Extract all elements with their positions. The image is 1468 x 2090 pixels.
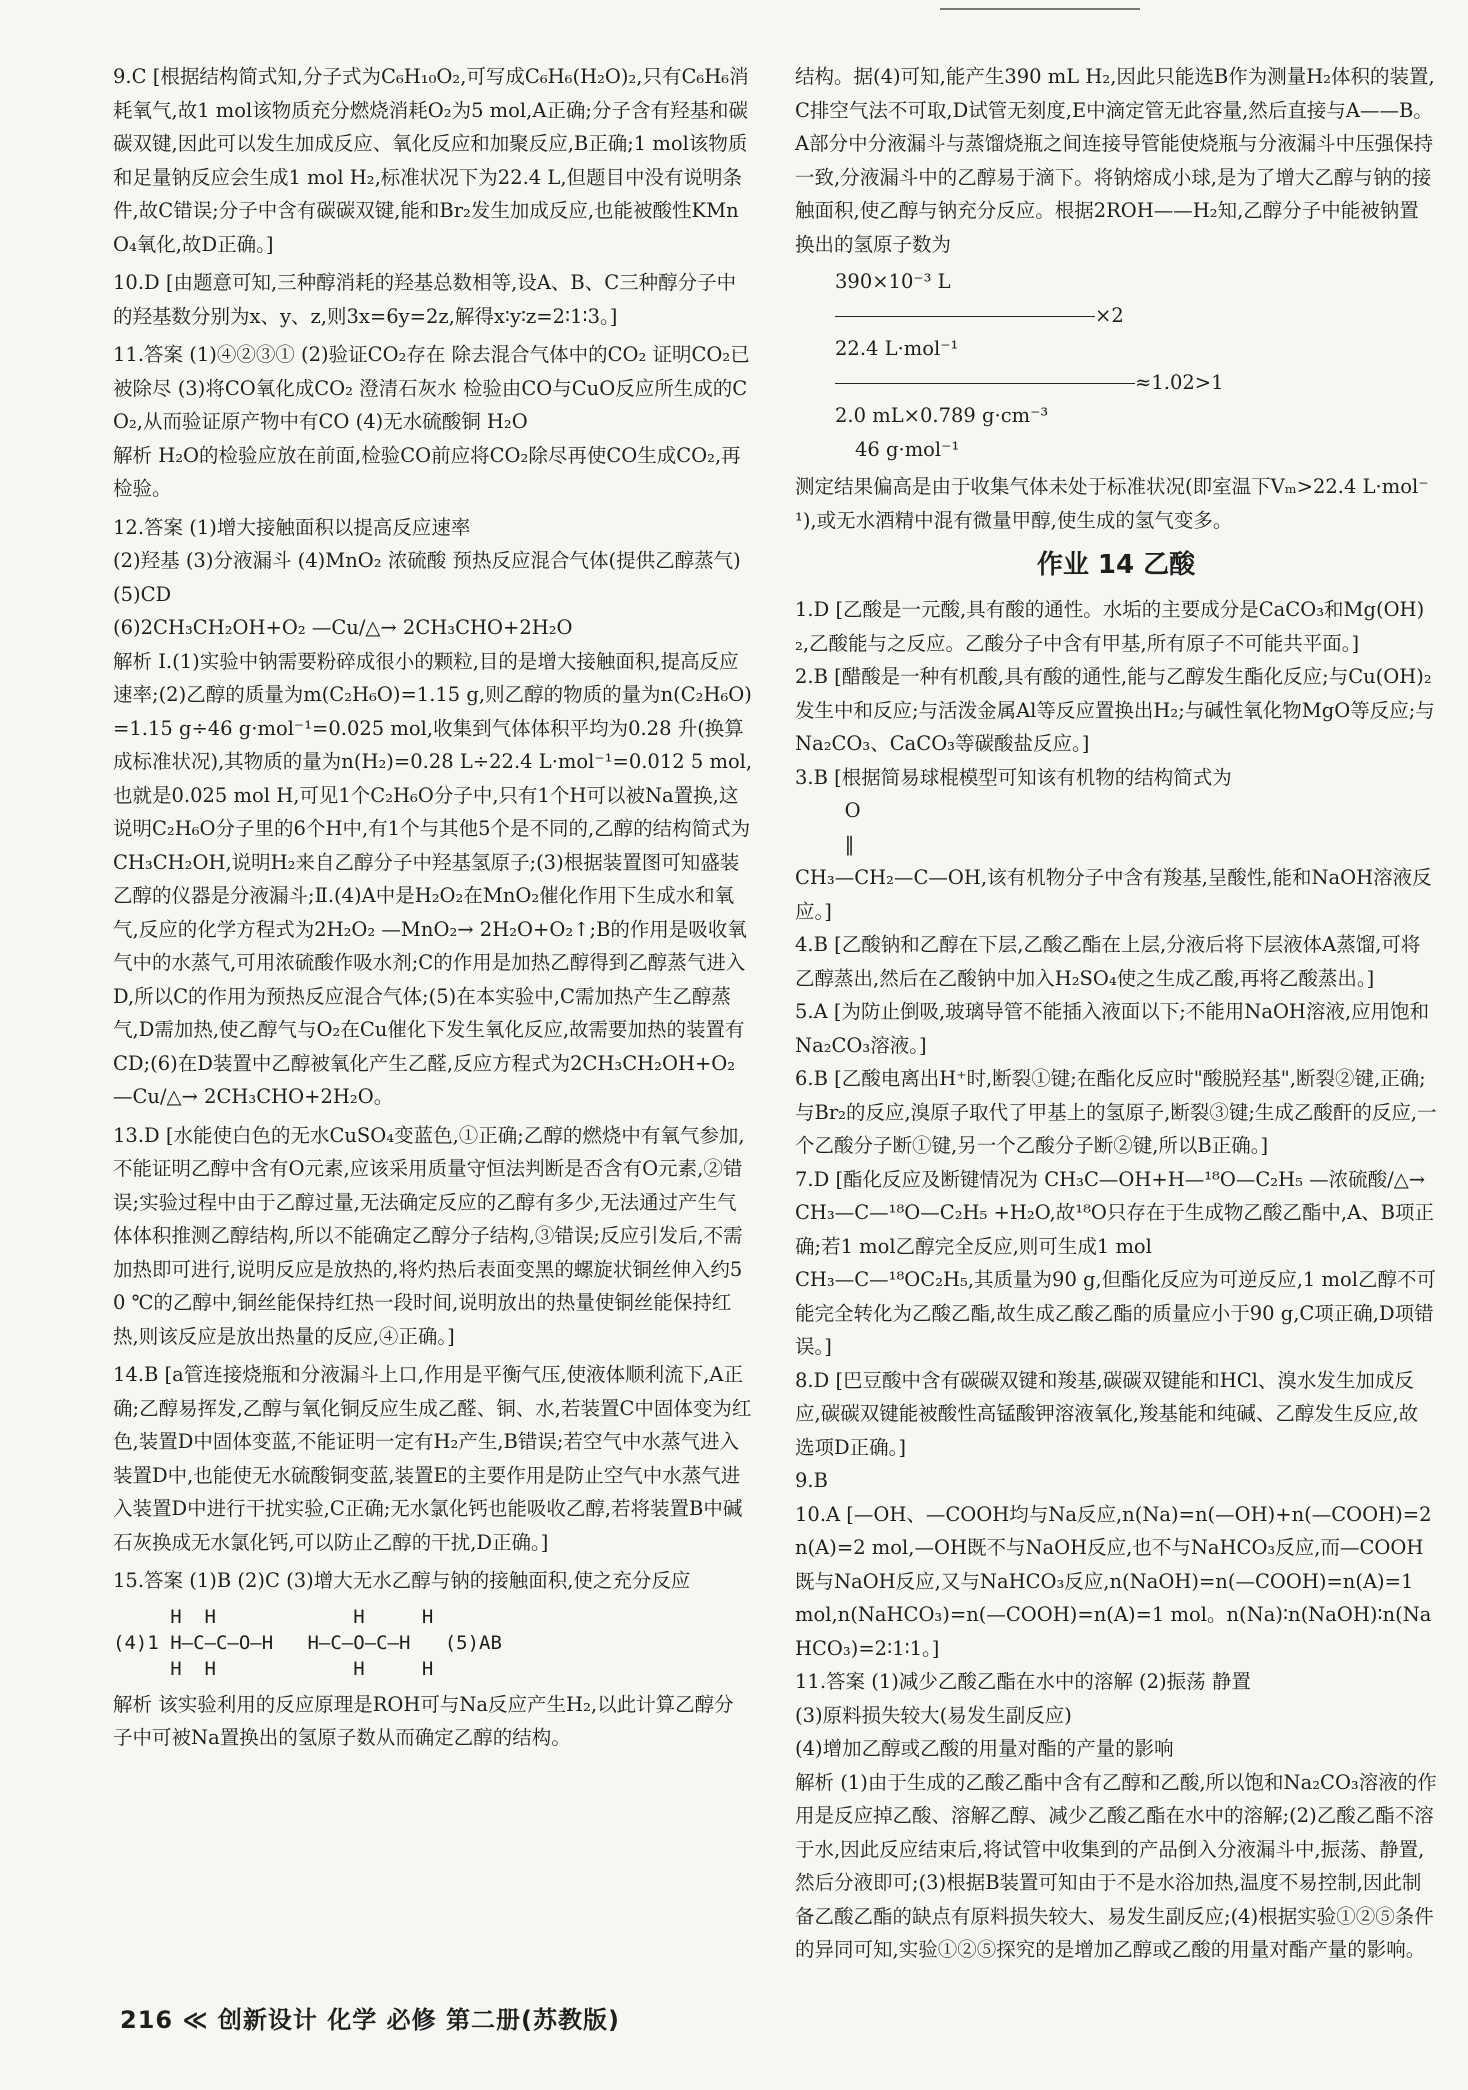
answer-10: 10.D [由题意可知,三种醇消耗的羟基总数相等,设A、B、C三种醇分子中的羟基数分别为x、y、z,则3x=6y=2z,解得x∶y∶z=2∶1∶3。] <box>113 271 737 328</box>
hw14-answer-2: 2.B [醋酸是一种有机酸,具有酸的通性,能与乙醇发生酯化反应;与Cu(OH)₂发生中和反应;与活泼金属Al等反应置换出H₂;与碱性氧化物MgO等反应;与Na₂CO₃、CaCO₃等碳酸盐反应。] <box>795 665 1435 755</box>
hw14-answer-6: 6.B [乙酸电离出H⁺时,断裂①键;在酯化反应时"酸脱羟基",断裂②键,正确;与Br₂的反应,溴原子取代了甲基上的氢原子,断裂③键;生成乙酸酐的反应,一个乙酸分子断①键,另一个乙酸分子断②键,所以B正确。] <box>795 1067 1437 1157</box>
hw14-answer-9: 9.B <box>795 1469 828 1492</box>
structural-formulas: H H H H (4)1 H—C—C—O—H H—C—O—C—H (5)AB H H H H <box>113 1605 502 1680</box>
answer-12: 12.答案 (1)增大接触面积以提高反应速率 (2)羟基 (3)分液漏斗 (4)MnO₂ 浓硫酸 预热反应混合气体(提供乙醇蒸气) (5)CD (6)2CH₃CH₂OH+O₂ —Cu/△→ 2CH₃CHO+2H₂O 解析 Ⅰ.(1)实验中钠需要粉碎成很小的颗粒,目的是增大接触面积,提高反应速率;(2)乙醇的质量为m(C₂H₆O)=1.15 g,则乙醇的物质的量为n(C₂H₆O)=1.15 g÷46 g·mol⁻¹=0.025 mol,收集到气体体积平均为0.28 升(换算成标准状况),其物质的量为n(H₂)=0.28 L÷22.4 L·mol⁻¹=0.012 5 mol,也就是0.025 mol H,可见1个C₂H₆O分子中,只有1个H可以被Na置换,这说明C₂H₆O分子里的6个H中,有1个与其他5个是不同的,乙醇的结构简式为CH₃CH₂OH,说明H₂来自乙醇分子中羟基氢原子;(3)根据装置图可知盛装乙醇的仪器是分液漏斗;Ⅱ.(4)A中是H₂O₂在MnO₂催化作用下生成水和氧气,反应的化学方程式为2H₂O₂ —MnO₂→ 2H₂O+O₂↑;B的作用是吸收氧气中的水蒸气,可用浓硫酸作吸水剂;C的作用是加热乙醇得到乙醇蒸气进入D,所以C的作用为预热反应混合气体;(5)在本实验中,C需加热产生乙醇蒸气,D需加热,使乙醇气与O₂在Cu催化下发生氧化反应,故需要加热的装置有CD;(6)在D装置中乙醇被氧化产生乙醛,反应方程式为2CH₃CH₂OH+O₂ —Cu/△→ 2CH₃CHO+2H₂O。 <box>113 515 753 1108</box>
hw14-answer-10: 10.A [—OH、—COOH均与Na反应,n(Na)=n(—OH)+n(—COOH)=2n(A)=2 mol,—OH既不与NaOH反应,也不与NaHCO₃反应,而—COOH既与NaOH反应,又与NaHCO₃反应,n(NaOH)=n(—COOH)=n(A)=1 mol,n(NaHCO₃)=n(—COOH)=n(A)=1 mol。n(Na)∶n(NaOH)∶n(NaHCO₃)=2∶1∶1。] <box>795 1502 1432 1660</box>
calc-result: ≈1.02>1 <box>1135 370 1224 394</box>
right-column <box>795 60 1437 1967</box>
hw14-answer-8: 8.D [巴豆酸中含有碳碳双键和羧基,碳碳双键能和HCl、溴水发生加成反应,碳碳双键能被酸性高锰酸钾溶液氧化,羧基能和纯碱、乙醇发生反应,故选项D正确。] <box>795 1368 1419 1459</box>
hw14-answer-3: 3.B [根据简易球棍模型可知该有机物的结构简式为 O ‖ CH₃—CH₂—C—OH,该有机物分子中含有羧基,呈酸性,能和NaOH溶液反应。] <box>795 765 1432 923</box>
left-column <box>113 60 753 1755</box>
hw14-answer-4: 4.B [乙酸钠和乙醇在下层,乙酸乙酯在上层,分液后将下层液体A蒸馏,可将乙醇蒸出,然后在乙酸钠中加入H₂SO₄使之生成乙酸,再将乙酸蒸出。] <box>795 933 1421 990</box>
hw14-answer-7: 7.D [酯化反应及断键情况为 CH₃C—OH+H—¹⁸O—C₂H₅ —浓硫酸/△→ CH₃—C—¹⁸O—C₂H₅ +H₂O,故¹⁸O只存在于生成物乙酸乙酯中,A、B项正确;若1 mol乙醇完全反应,则可生成1 mol CH₃—C—¹⁸OC₂H₅,其质量为90 g,但酯化反应为可逆反应,1 mol乙醇不可能完全转化为乙酸乙酯,故生成乙酸乙酯的质量应小于90 g,C项正确,D项错误。] <box>795 1167 1437 1358</box>
page-footer: 216 ≪ 创新设计 化学 必修 第二册(苏教版) <box>120 2006 620 2034</box>
hw14-answer-1: 1.D [乙酸是一元酸,具有酸的通性。水垢的主要成分是CaCO₃和Mg(OH)₂,乙酸能与之反应。乙酸分子中含有甲基,所有原子不可能共平面。] <box>795 598 1425 655</box>
section-title: 作业 14 乙酸 <box>1036 550 1196 580</box>
top-rule <box>940 8 1140 10</box>
continued-analysis: 结构。据(4)可知,能产生390 mL H₂,因此只能选B作为测量H₂体积的装置,C排空气法不可取,D试管无刻度,E中滴定管无此容量,然后直接与A——B。A部分中分液漏斗与蒸馏烧瓶之间连接导管能使烧瓶与分液漏斗中压强保持一致,分液漏斗中的乙醇易于滴下。将钠熔成小球,是为了增大乙醇与钠的接触面积,使乙醇与钠充分反应。根据2ROH——H₂知,乙醇分子中能被钠置换出的氢原子数为 <box>795 65 1435 256</box>
calc-den-top: 2.0 mL×0.789 g·cm⁻³ <box>835 404 1049 427</box>
calc-den-bottom: 46 g·mol⁻¹ <box>855 437 960 461</box>
hw14-answer-11: 11.答案 (1)减少乙酸乙酯在水中的溶解 (2)振荡 静置 (3)原料损失较大(易发生副反应) (4)增加乙醇或乙酸的用量对酯的产量的影响 解析 (1)由于生成的乙酸乙酯中含有乙醇和乙酸,所以饱和Na₂CO₃溶液的作用是反应掉乙酸、溶解乙醇、减少乙酸乙酯在水中的溶解;(2)乙酸乙酯不溶于水,因此反应结束后,将试管中收集到的产品倒入分液漏斗中,振荡、静置,然后分液即可;(3)根据B装置可知由于不是水浴加热,温度不易控制,因此制备乙酸乙酯的缺点有原料损失较大、易发生副反应;(4)根据实验①②⑤条件的异同可知,实验①②⑤探究的是增加乙醇或乙酸的用量对酯产量的影响。 <box>795 1670 1437 1961</box>
answer-13: 13.D [水能使白色的无水CuSO₄变蓝色,①正确;乙醇的燃烧中有氧气参加,不能证明乙醇中含有O元素,应该采用质量守恒法判断是否含有O元素,②错误;实验过程中由于乙醇过量,无法确定反应的乙醇有多少,无法通过产生气体体积推测乙醇结构,所以不能确定乙醇分子结构,③错误;反应引发后,不需加热即可进行,说明反应是放热的,将灼热后表面变黑的螺旋状铜丝伸入约50 ℃的乙醇中,铜丝能保持红热一段时间,说明放出的热量使铜丝能保持红热,则该反应是放出热量的反应,④正确。] <box>113 1123 745 1348</box>
hw14-answer-5: 5.A [为防止倒吸,玻璃导管不能插入液面以下;不能用NaOH溶液,应用饱和Na₂CO₃溶液。] <box>795 1000 1430 1057</box>
answer-15: 15.答案 (1)B (2)C (3)增大无水乙醇与钠的接触面积,使之充分反应 <box>113 1569 691 1592</box>
answer-14: 14.B [a管连接烧瓶和分液漏斗上口,作用是平衡气压,使液体顺利流下,A正确;乙醇易挥发,乙醇与氧化铜反应生成乙醛、铜、水,若装置C中固体变为红色,装置D中固体变蓝,不能证明一定有H₂产生,B错误;若空气中水蒸气进入装置D中,也能使无水硫酸铜变蓝,装置E的主要作用是防止空气中水蒸气进入装置D中进行干扰实验,C正确;无水氯化钙也能吸收乙醇,若将装置B中碱石灰换成无水氯化钙,可以防止乙醇的干扰,D正确。] <box>113 1363 752 1554</box>
answer-9: 9.C [根据结构简式知,分子式为C₆H₁₀O₂,可写成C₆H₆(H₂O)₂,只有C₆H₆消耗氧气,故1 mol该物质充分燃烧消耗O₂为5 mol,A正确;分子含有羟基和碳碳双键,因此可以发生加成反应、氧化反应和加聚反应,B正确;1 mol该物质和足量钠反应会生成1 mol H₂,标准状况下为22.4 L,但题目中没有说明条件,故C错误;分子中含有碳碳双键,能和Br₂发生加成反应,也能被酸性KMnO₄氧化,故D正确。] <box>113 65 749 256</box>
calculation-fraction <box>795 265 1437 466</box>
answer-11: 11.答案 (1)④②③① (2)验证CO₂存在 除去混合气体中的CO₂ 证明CO₂已被除尽 (3)将CO氧化成CO₂ 澄清石灰水 检验由CO与CuO反应所生成的CO₂,从而验证原产物中有CO (4)无水硫酸铜 H₂O 解析 H₂O的检验应放在前面,检验CO前应将CO₂除尽再使CO生成CO₂,再检验。 <box>113 343 750 500</box>
calc-inner-rule <box>835 316 1095 317</box>
calc-times: ×2 <box>1095 303 1124 327</box>
calc-num-bottom: 22.4 L·mol⁻¹ <box>835 337 959 360</box>
calc-main-rule <box>835 383 1135 384</box>
answer-15-analysis: 解析 该实验利用的反应原理是ROH可与Na反应产生H₂,以此计算乙醇分子中可被Na置换出的氢原子数从而确定乙醇的结构。 <box>113 1692 734 1749</box>
calc-num-top: 390×10⁻³ L <box>835 270 951 293</box>
calc-conclusion: 测定结果偏高是由于收集气体未处于标准状况(即室温下Vₘ>22.4 L·mol⁻¹),或无水酒精中混有微量甲醇,使生成的氢气变多。 <box>795 475 1429 532</box>
